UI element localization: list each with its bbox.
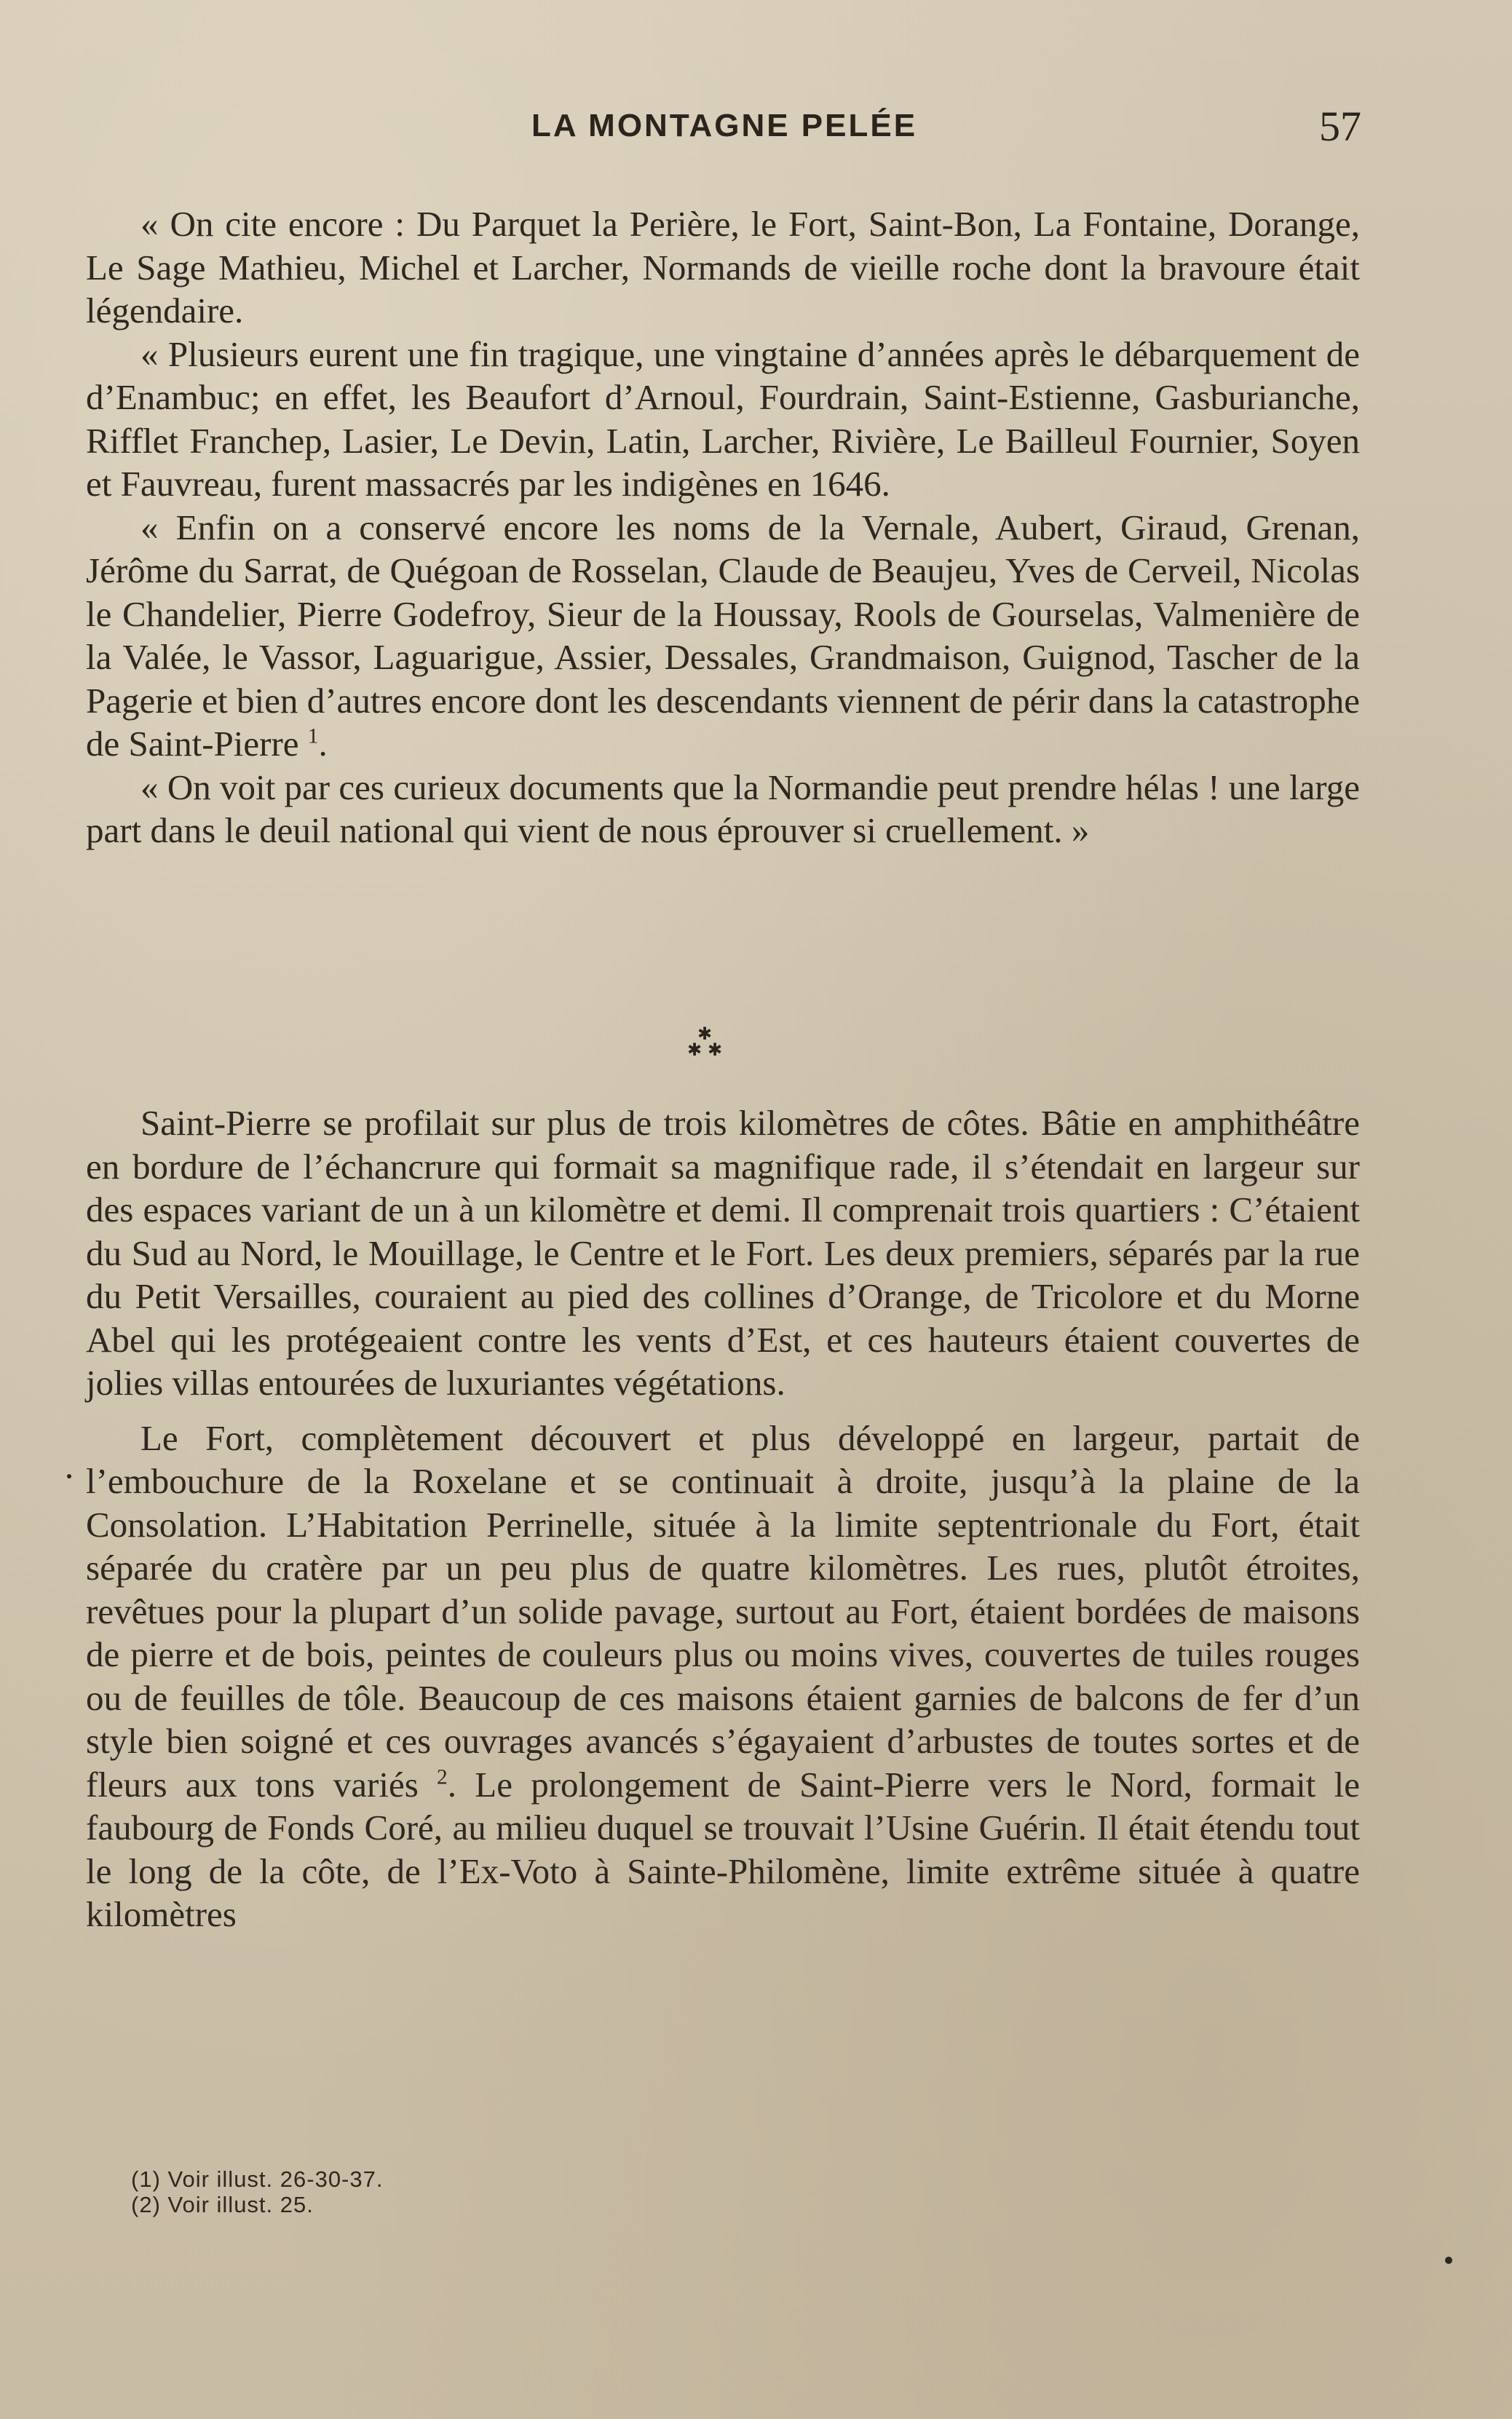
paragraph-1: « On cite encore : Du Parquet la Perière, le Fort, Saint-Bon, La Fontaine, Dorange, Le Sage Mathieu, Michel et Larcher, Normands de vieille roche dont la bravoure était légendaire.	[86, 204, 1360, 330]
ink-speck	[67, 1474, 71, 1478]
svg-text:✱: ✱	[686, 1040, 702, 1060]
section-passage	[86, 1101, 1360, 1936]
paragraph-3-end: .	[318, 724, 328, 764]
page-number: 57	[1319, 103, 1361, 150]
running-head	[87, 102, 1361, 160]
ink-speck	[1445, 2257, 1452, 2264]
paragraph-6	[86, 1417, 1360, 1936]
footnote-ref-1: 1	[307, 724, 319, 748]
svg-text:✱: ✱	[707, 1040, 723, 1060]
footnote-1: (1) Voir illust. 26-30-37.	[131, 2166, 384, 2192]
running-title: LA MONTAGNE PELÉE	[531, 108, 918, 143]
footnote-ref-2: 2	[437, 1765, 448, 1789]
asterism-ornament	[683, 1019, 727, 1063]
svg-text:✱: ✱	[697, 1024, 713, 1044]
paragraph-4: « On voit par ces curieux documents que la Normandie peut prendre hélas ! une large part dans le deuil national qui vient de nous éprouver si cruellement. »	[86, 767, 1360, 850]
paragraph-3	[86, 506, 1360, 766]
paragraph-3-text: « Enfin on a conservé encore les noms de la Vernale, Aubert, Giraud, Grenan, Jérôme du Sarrat, de Quégoan de Rosselan, Claude de Beaujeu, Yves de Cerveil, Nicolas le Chandelier, Pierre Godefroy, Sieur de la Houssay, Rools de Gourselas, Valmenière de la Valée, le Vassor, Laguarigue, Assier, Dessales, Grandmaison, Guignod, Tascher de la Pagerie et bien d’autres encore dont les descendants viennent de périr dans la catastrophe de Saint-Pierre	[86, 507, 1360, 764]
paragraph-6-text: Le Fort, complètement découvert et plus développé en largeur, partait de l’embouchure de la Roxelane et se continuait à droite, jusqu’à la plaine de la Consolation. L’Habitation Perrinelle, située à la limite septentrionale du Fort, était séparée du cratère par un peu plus de quatre kilomètres. Les rues, plutôt étroites, revêtues pour la plupart d’un solide pavage, surtout au Fort, étaient bordées de maisons de pierre et de bois, peintes de couleurs plus ou moins vives, couvertes de tuiles rouges ou de feuilles de tôle. Beaucoup de ces maisons étaient garnies de balcons de fer d’un style bien soigné et ces ouvrages avancés s’égayaient d’arbustes de toutes sortes et de fleurs aux tons variés	[86, 1417, 1360, 1805]
paragraph-5: Saint-Pierre se profilait sur plus de trois kilomètres de côtes. Bâtie en amphithéâtre en bordure de l’échancrure qui formait sa magnifique rade, il s’étendait en largeur sur des espaces variant de un à un kilomètre et demi. Il comprenait trois quartiers : C’étaient du Sud au Nord, le Mouillage, le Centre et le Fort. Les deux premiers, séparés par la rue du Petit Versailles, couraient au pied des collines d’Orange, de Tricolore et du Morne Abel qui les protégeaient contre les vents d’Est, et ces hauteurs étaient couvertes de jolies villas entourées de luxuriantes végétations.	[86, 1103, 1360, 1403]
footnote-2: (2) Voir illust. 25.	[131, 2192, 314, 2217]
footnotes	[131, 2166, 383, 2217]
paragraph-2: « Plusieurs eurent une fin tragique, une vingtaine d’années après le débarquement de d’Enambuc; en effet, les Beaufort d’Arnoul, Fourdrain, Saint-Estienne, Gasburianche, Rifflet Franchep, Lasier, Le Devin, Latin, Larcher, Rivière, Le Bailleul Fournier, Soyen et Fauvreau, furent massacrés par les indigènes en 1646.	[86, 333, 1360, 504]
quoted-passage	[86, 202, 1360, 852]
paragraph-6-end: . Le prolongement de Saint-Pierre vers le Nord, formait le faubourg de Fonds Coré, au milieu duquel se trouvait l’Usine Guérin. Il était étendu tout le long de la côte, de l’Ex-Voto à Sainte-Philomène, limite extrême située à quatre kilomètres	[86, 1764, 1361, 1934]
